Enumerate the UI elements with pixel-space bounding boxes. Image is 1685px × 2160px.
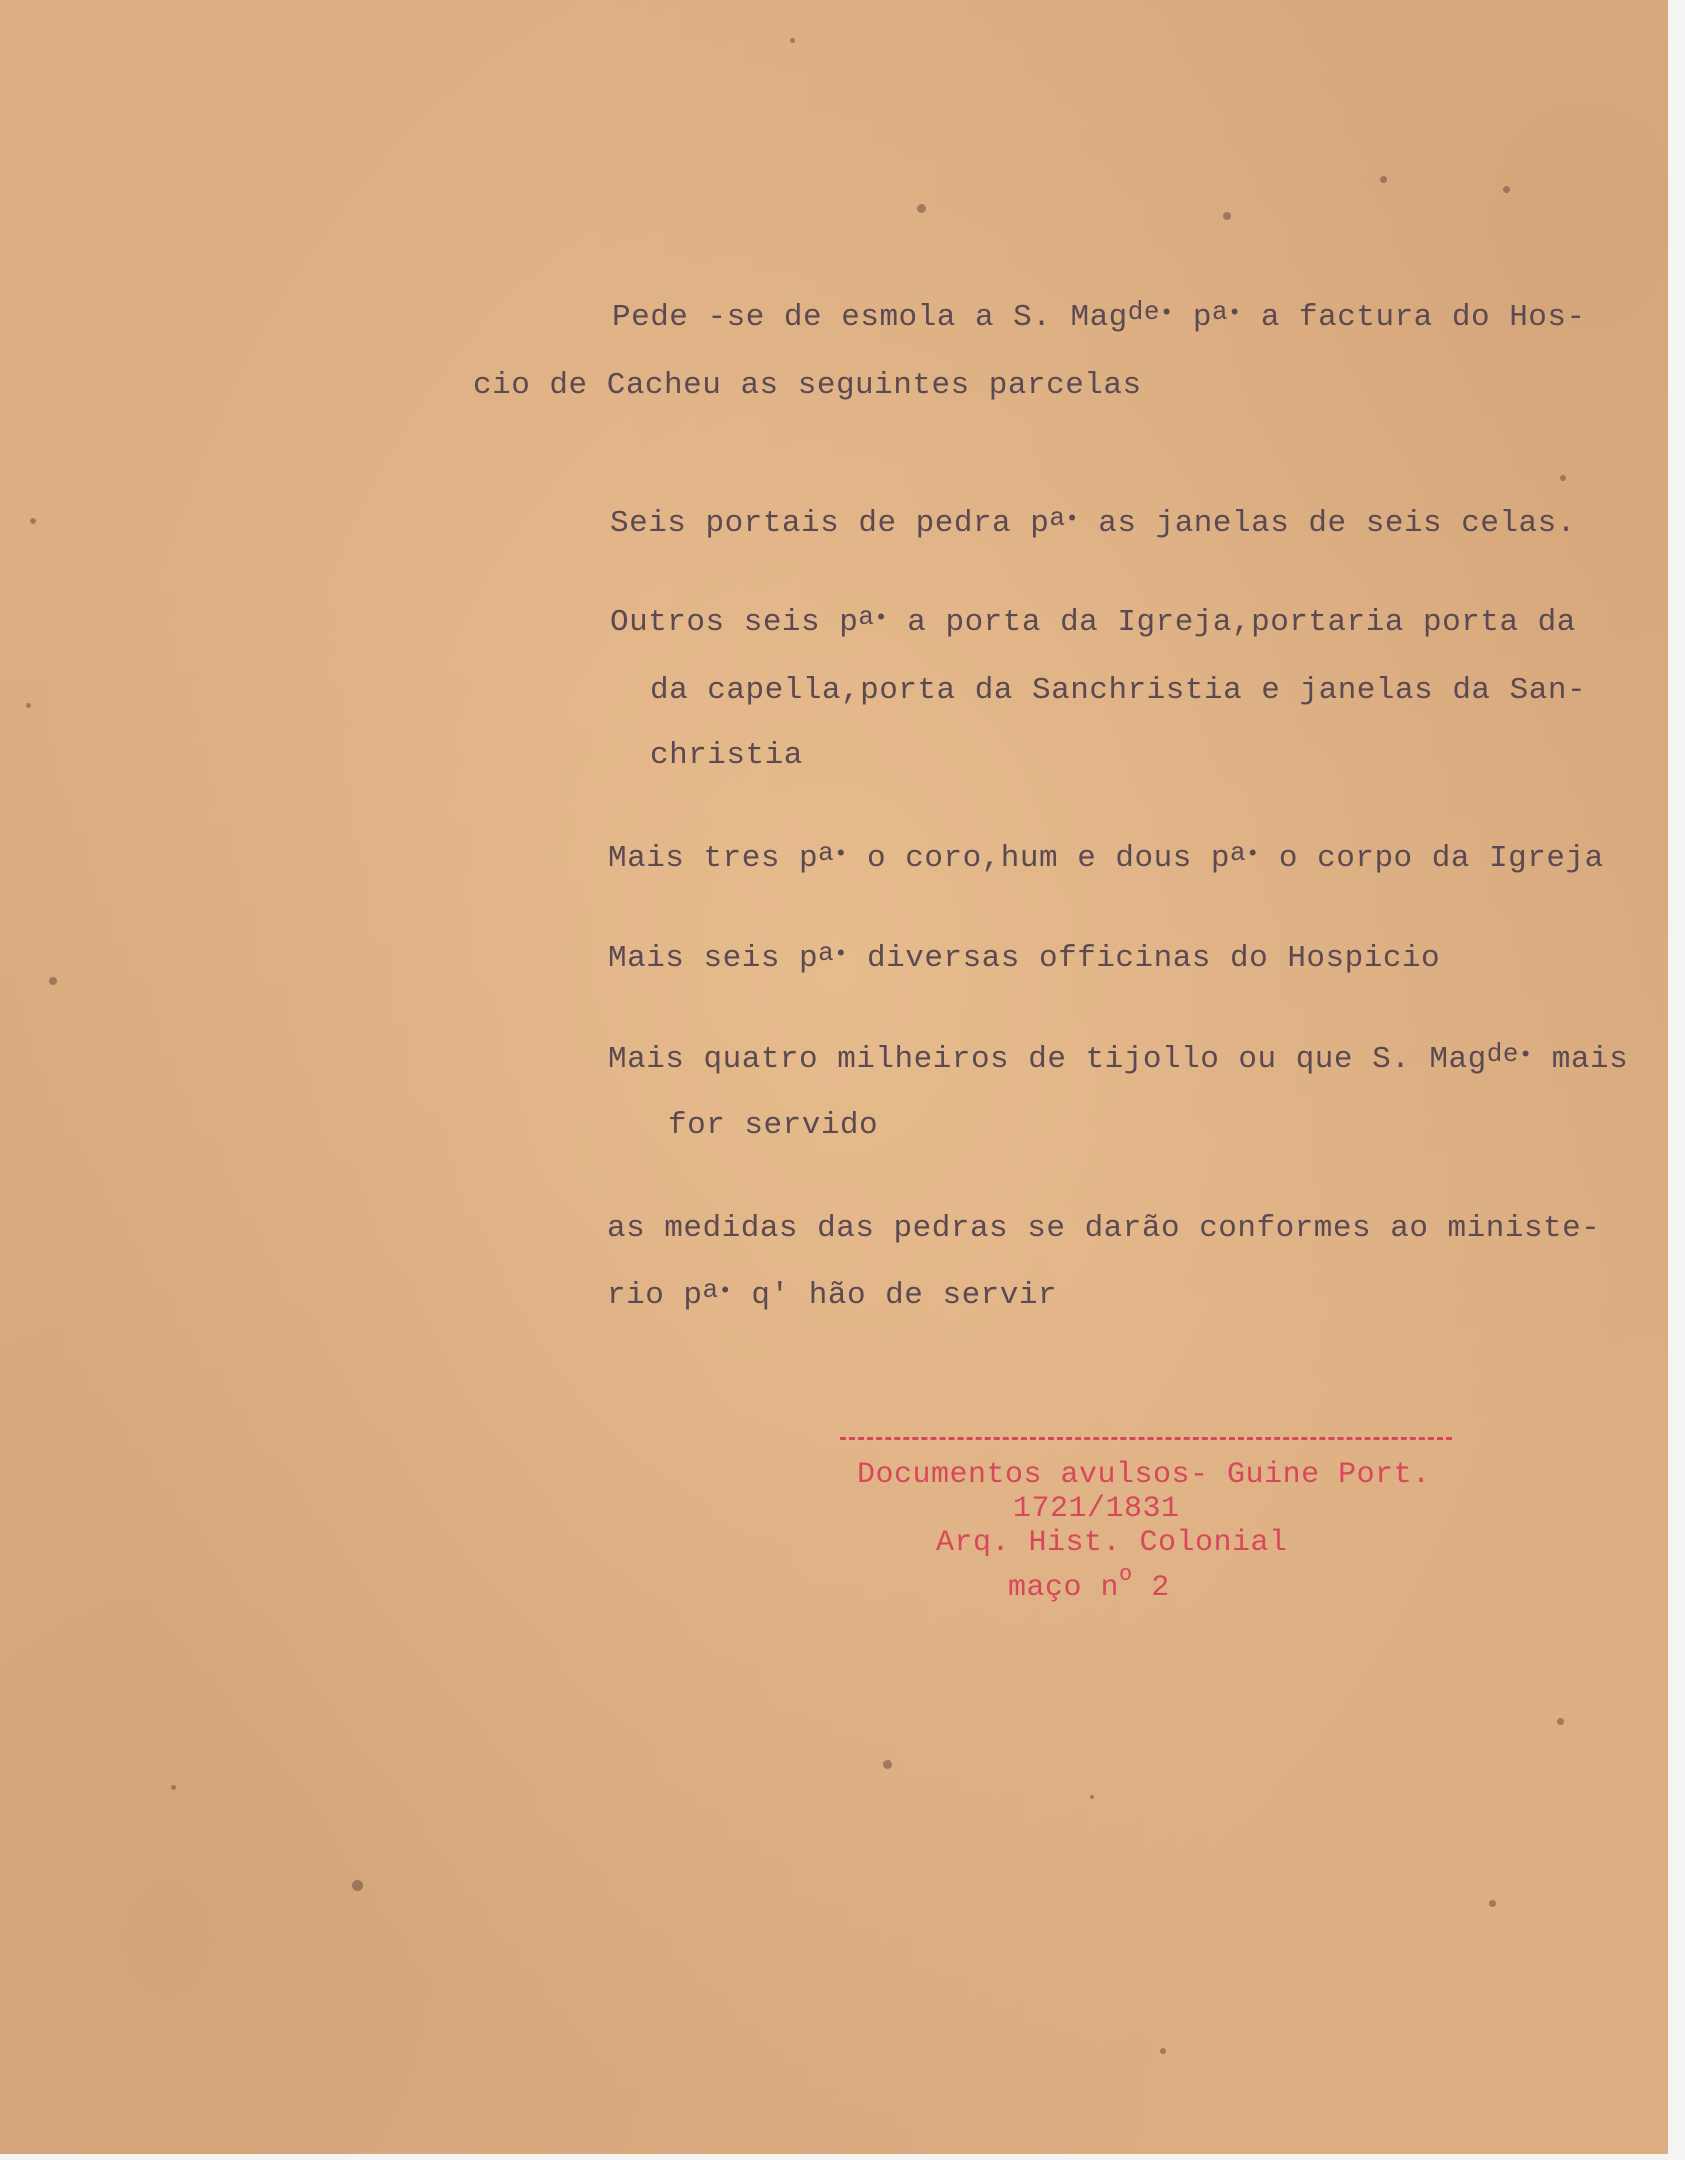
paper-speck bbox=[1503, 186, 1510, 193]
paper-speck bbox=[1160, 2048, 1166, 2054]
stamp-line-1: Documentos avulsos- Guine Port. bbox=[857, 1458, 1431, 1492]
text-line-12 bbox=[607, 1275, 1058, 1313]
abbrev-dot: • bbox=[1518, 1043, 1533, 1068]
abbrev-dot: • bbox=[874, 606, 889, 631]
text-line-1-sup1: de bbox=[1127, 297, 1161, 327]
paper-speck bbox=[352, 1880, 363, 1891]
text-line-11: as medidas das pedras se darão conformes ao ministe- bbox=[607, 1211, 1601, 1246]
text-line-7 bbox=[608, 838, 1604, 876]
text-line-8-sup1: a bbox=[818, 938, 835, 968]
text-line-9 bbox=[608, 1039, 1629, 1077]
stamp-line-3: Arq. Hist. Colonial bbox=[936, 1526, 1288, 1560]
text-line-1 bbox=[612, 297, 1586, 335]
text-line-2: cio de Cacheu as seguintes parcelas bbox=[473, 368, 1142, 403]
abbrev-dot: • bbox=[1228, 301, 1242, 326]
text-line-4-sup1: a bbox=[858, 602, 875, 632]
abbrev-dot: • bbox=[834, 842, 848, 867]
stamp-line-4-pre: maço n bbox=[1008, 1571, 1120, 1605]
text-line-4 bbox=[610, 602, 1576, 640]
paper-speck bbox=[1489, 1900, 1496, 1907]
text-line-7-mid: o coro,hum e dous p bbox=[847, 841, 1231, 876]
paper-speck bbox=[30, 518, 36, 524]
abbrev-dot: • bbox=[718, 1279, 733, 1304]
text-line-5: da capella,porta da Sanchristia e janelas da San- bbox=[650, 673, 1587, 708]
text-line-3-sup1: a bbox=[1049, 503, 1066, 533]
text-line-9-pre: Mais quatro milheiros de tijollo ou que S. Mag bbox=[608, 1042, 1487, 1077]
text-line-1-mid: p bbox=[1173, 300, 1212, 335]
paper-speck bbox=[1380, 176, 1387, 183]
paper-speck bbox=[1560, 475, 1566, 481]
text-line-1-pre: Pede -se de esmola a S. Mag bbox=[612, 300, 1128, 335]
text-line-7-sup1: a bbox=[818, 838, 835, 868]
text-line-9-post: mais bbox=[1532, 1042, 1629, 1077]
abbrev-dot: • bbox=[1160, 301, 1174, 326]
scan-edge-right bbox=[1668, 0, 1685, 2160]
abbrev-dot: • bbox=[834, 942, 848, 967]
stamp-line-2: 1721/1831 bbox=[1013, 1492, 1180, 1526]
text-line-7-post: o corpo da Igreja bbox=[1259, 841, 1604, 876]
paper-speck bbox=[883, 1760, 892, 1769]
scan-edge-bottom bbox=[0, 2154, 1685, 2160]
stamp-line-4 bbox=[1008, 1562, 1170, 1605]
text-line-8 bbox=[608, 938, 1441, 976]
abbrev-dot: • bbox=[1246, 842, 1260, 867]
paper-speck bbox=[26, 703, 31, 708]
text-line-6: christia bbox=[650, 738, 803, 773]
stamp-dashed-rule bbox=[840, 1437, 1452, 1440]
text-line-8-post: diversas officinas do Hospicio bbox=[847, 941, 1441, 976]
paper-speck bbox=[1223, 212, 1231, 220]
text-line-9-sup1: de bbox=[1486, 1039, 1519, 1069]
text-line-7-sup2: a bbox=[1230, 838, 1247, 868]
text-line-12-pre: rio p bbox=[607, 1278, 703, 1313]
abbrev-dot: • bbox=[1065, 507, 1080, 532]
stamp-line-4-sup: o bbox=[1119, 1562, 1133, 1587]
text-line-12-post: q' hão de servir bbox=[732, 1278, 1058, 1313]
paper-speck bbox=[171, 1785, 176, 1790]
text-line-8-pre: Mais seis p bbox=[608, 941, 819, 976]
text-line-4-pre: Outros seis p bbox=[610, 605, 859, 640]
text-line-3 bbox=[610, 503, 1576, 541]
text-line-3-post: as janelas de seis celas. bbox=[1079, 506, 1576, 541]
paper-speck bbox=[49, 977, 57, 985]
text-line-1-post: a factura do Hos- bbox=[1241, 300, 1586, 335]
text-line-7-pre: Mais tres p bbox=[608, 841, 819, 876]
text-line-3-pre: Seis portais de pedra p bbox=[610, 506, 1050, 541]
paper-speck bbox=[917, 204, 926, 213]
text-line-10: for servido bbox=[668, 1108, 879, 1143]
paper-speck bbox=[1557, 1718, 1564, 1725]
text-line-4-post: a porta da Igreja,portaria porta da bbox=[888, 605, 1576, 640]
stamp-line-4-post: 2 bbox=[1132, 1571, 1170, 1605]
text-line-1-sup2: a bbox=[1211, 297, 1229, 327]
paper-speck bbox=[1090, 1795, 1094, 1799]
text-line-12-sup1: a bbox=[702, 1275, 719, 1305]
paper-speck bbox=[790, 38, 795, 43]
